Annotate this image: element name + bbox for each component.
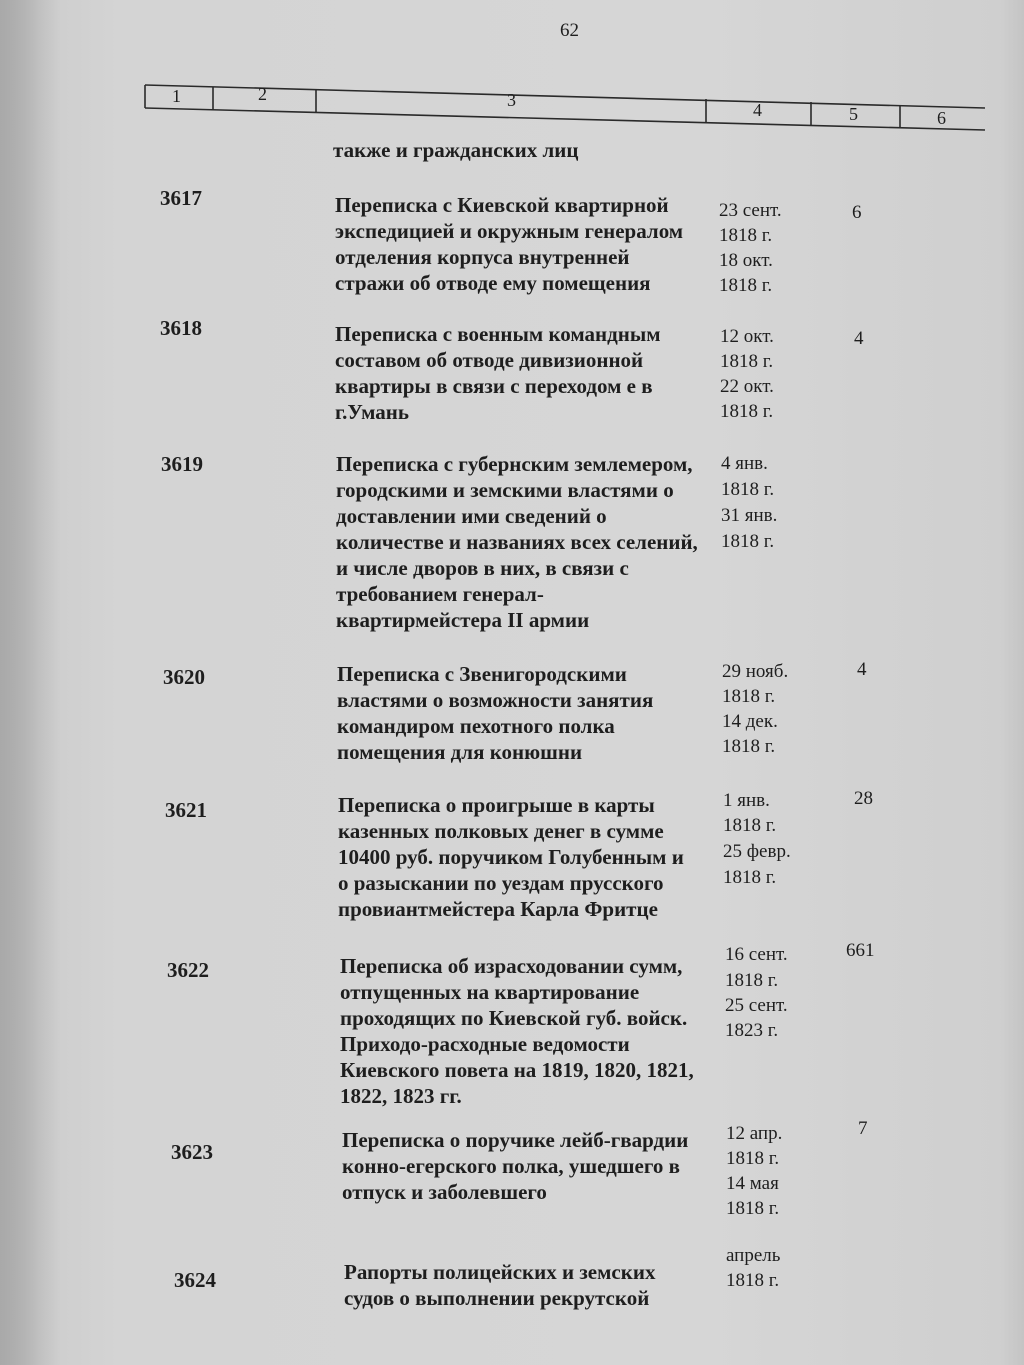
column-header-table [0,0,1024,160]
entry-description-line: городскими и земскими властями о [336,478,674,502]
entry-number: 3620 [163,665,205,689]
entry-description-line: Переписка об израсходовании сумм, [340,954,683,978]
entry-date-line: 1818 г. [725,970,779,991]
entry-description-line: Переписка с военным командным [335,322,661,346]
entry-date-line: 1818 г. [722,736,776,757]
page-number: 62 [560,20,579,41]
entry-description-line: Киевского повета на 1819, 1820, 1821, [340,1058,694,1082]
entry-date-line: 1818 г. [719,225,773,246]
entry-date-line: 1818 г. [723,815,777,836]
entry-number: 3618 [160,316,202,340]
entry-description-line: помещения для конюшни [337,740,583,764]
entry-date-line: 12 окт. [720,326,774,347]
entry-description-line: Переписка с Звенигородскими [337,662,627,686]
column-header-3: 3 [507,90,516,110]
entry-description-line: отпущенных на квартирование [340,980,640,1004]
entry-date-line: 16 сент. [725,944,788,965]
entry-description-line: Рапорты полицейских и земских [344,1260,656,1284]
column-header-2: 2 [258,84,267,104]
entry-date-line: 25 сент. [725,995,788,1016]
entry-number: 3623 [171,1140,213,1164]
entry-description-line: стражи об отводе ему помещения [335,271,651,295]
entry-date-line: 25 февр. [723,841,791,862]
entry-description-line: Переписка с губернским землемером, [336,452,693,476]
entry-description-line: количестве и названиях всех селений, [336,530,698,554]
entry-description-line: командиром пехотного полка [337,714,615,738]
entry-date-line: 14 мая [726,1173,779,1194]
entry-description-line: властями о возможности занятия [337,688,654,712]
entry-description-line: квартирмейстера II армии [336,608,590,632]
entry-sheet-count: 4 [857,659,867,680]
entry-date-line: апрель [726,1245,781,1266]
entry-description-line: судов о выполнении рекрутской [344,1286,650,1310]
header-top-border [145,85,985,108]
entry-description-line: и числе дворов в них, в связи с [336,556,629,580]
entry-date-line: 1818 г. [726,1198,780,1219]
entry-description-line: проходящих по Киевской губ. войск. [340,1006,688,1030]
entry-description-line: экспедицией и окружным генералом [335,219,684,243]
entry-description-line: квартиры в связи с переходом е в [335,374,653,398]
entry-description-line: составом об отводе дивизионной [335,348,644,372]
entry-date-line: 23 сент. [719,200,782,221]
entry-description-line: Переписка о проигрыше в карты [338,793,655,817]
entry-date-line: 1818 г. [720,401,774,422]
entry-date-line: 4 янв. [721,453,768,474]
book-gutter-shadow [0,0,60,1365]
entry-sheet-count: 28 [854,788,873,809]
entry-sheet-count: 7 [858,1118,868,1139]
entry-description-line: Приходо-расходные ведомости [340,1032,630,1056]
entry-date-line: 18 окт. [719,250,773,271]
entry-date-line: 31 янв. [721,505,778,526]
entry-number: 3622 [167,958,209,982]
column-header-4: 4 [753,100,762,120]
entry-description-line: г.Умань [335,400,409,424]
entry-description-line: о разыскании по уездам прусского [338,871,664,895]
entry-date-line: 1818 г. [721,531,775,552]
entry-date-line: 1818 г. [723,867,777,888]
entry-description-line: отделения корпуса внутренней [335,245,630,269]
entry-date-line: 1818 г. [722,686,776,707]
header-bottom-border [145,108,985,130]
entry-date-line: 1818 г. [721,479,775,500]
entry-date-line: 1818 г. [726,1270,780,1291]
entry-description-line: Переписка о поручике лейб-гвардии [342,1128,689,1152]
entry-description-line: провиантмейстера Карла Фритце [338,897,658,921]
entry-description-line: Переписка с Киевской квартирной [335,193,669,217]
entry-sheet-count: 661 [846,940,875,961]
column-header-1: 1 [172,86,181,106]
entry-description-line: требованием генерал- [336,582,544,606]
entry-number: 3621 [165,798,207,822]
entry-sheet-count: 6 [852,202,862,223]
entry-description-line: 10400 руб. поручиком Голубенным и [338,845,684,869]
entry-date-line: 29 нояб. [722,661,789,682]
entry-date-line: 22 окт. [720,376,774,397]
column-header-6: 6 [937,108,946,128]
entry-date-line: 14 дек. [722,711,778,732]
continuation-text: также и гражданских лиц [333,138,579,162]
entry-sheet-count: 4 [854,328,864,349]
entry-description-line: доставлении ими сведений о [336,504,607,528]
column-header-5: 5 [849,104,858,124]
entry-date-line: 1823 г. [725,1020,779,1041]
entry-number: 3619 [161,452,203,476]
entry-number: 3617 [160,186,202,210]
entry-number: 3624 [174,1268,216,1292]
entry-description-line: отпуск и заболевшего [342,1180,547,1204]
entry-description-line: конно-егерского полка, ушедшего в [342,1154,680,1178]
entry-description-line: казенных полковых денег в сумме [338,819,664,843]
entry-date-line: 1818 г. [720,351,774,372]
entry-date-line: 1 янв. [723,790,770,811]
entry-date-line: 12 апр. [726,1123,783,1144]
entry-date-line: 1818 г. [726,1148,780,1169]
entry-description-line: 1822, 1823 гг. [340,1084,462,1108]
entry-date-line: 1818 г. [719,275,773,296]
